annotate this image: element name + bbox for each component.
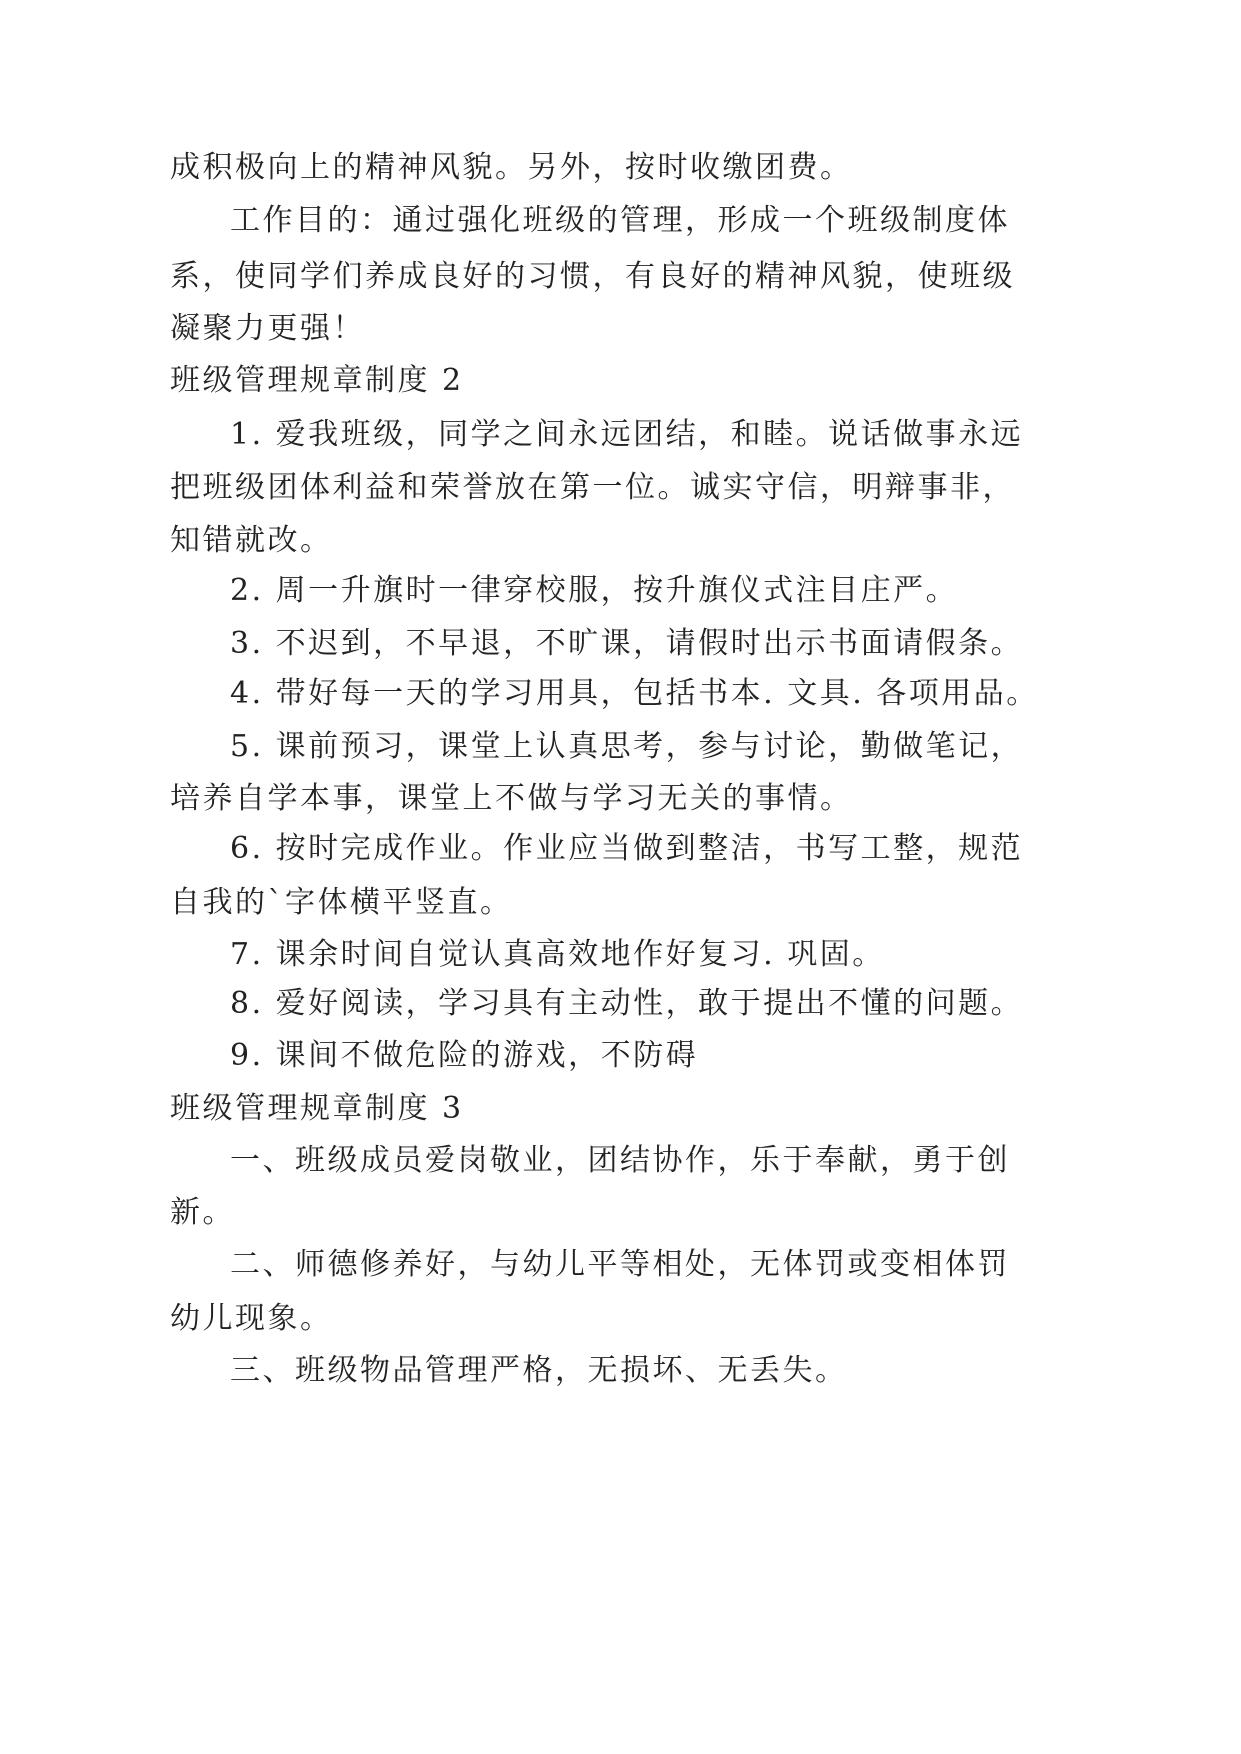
text-line: 把班级团体利益和荣誉放在第一位。诚实守信，明辩事非， — [170, 470, 1015, 505]
text-line: 二、师德修养好，与幼儿平等相处，无体罚或变相体罚 — [230, 1247, 1010, 1282]
text-line: 4. 带好每一天的学习用具，包括书本. 文具. 各项用品。 — [230, 676, 1039, 711]
text-line: 6. 按时完成作业。作业应当做到整洁，书写工整，规范 — [230, 831, 1024, 866]
text-line: 三、班级物品管理严格，无损坏、无丢失。 — [230, 1353, 848, 1388]
text-line: 幼儿现象。 — [170, 1301, 333, 1336]
text-line: 系，使同学们养成良好的习惯，有良好的精神风貌，使班级 — [170, 259, 1015, 294]
text-line: 一、班级成员爱岗敬业，团结协作，乐于奉献，勇于创 — [230, 1143, 1010, 1178]
text-line: 8. 爱好阅读，学习具有主动性，敢于提出不懂的问题。 — [230, 986, 1024, 1021]
text-line: 9. 课间不做危险的游戏，不防碍 — [230, 1038, 699, 1073]
text-line: 培养自学本事，课堂上不做与学习无关的事情。 — [170, 781, 853, 816]
text-line: 1. 爱我班级，同学之间永远团结，和睦。说话做事永远 — [230, 417, 1024, 452]
text-line: 2. 周一升旗时一律穿校服，按升旗仪式注目庄严。 — [230, 573, 959, 608]
text-line: 3. 不迟到，不早退，不旷课，请假时出示书面请假条。 — [230, 626, 1024, 661]
section-heading: 班级管理规章制度 2 — [170, 363, 464, 398]
section-heading: 班级管理规章制度 3 — [170, 1091, 464, 1126]
text-line: 成积极向上的精神风貌。另外，按时收缴团费。 — [170, 150, 853, 185]
text-line: 新。 — [170, 1195, 235, 1230]
text-line: 自我的`字体横平竖直。 — [170, 885, 513, 920]
text-line: 5. 课前预习，课堂上认真思考，参与讨论，勤做笔记， — [230, 729, 1024, 764]
text-line: 凝聚力更强！ — [170, 311, 365, 346]
text-line: 工作目的：通过强化班级的管理，形成一个班级制度体 — [230, 203, 1010, 238]
text-line: 7. 课余时间自觉认真高效地作好复习. 巩固。 — [230, 937, 885, 972]
text-line: 知错就改。 — [170, 523, 333, 558]
